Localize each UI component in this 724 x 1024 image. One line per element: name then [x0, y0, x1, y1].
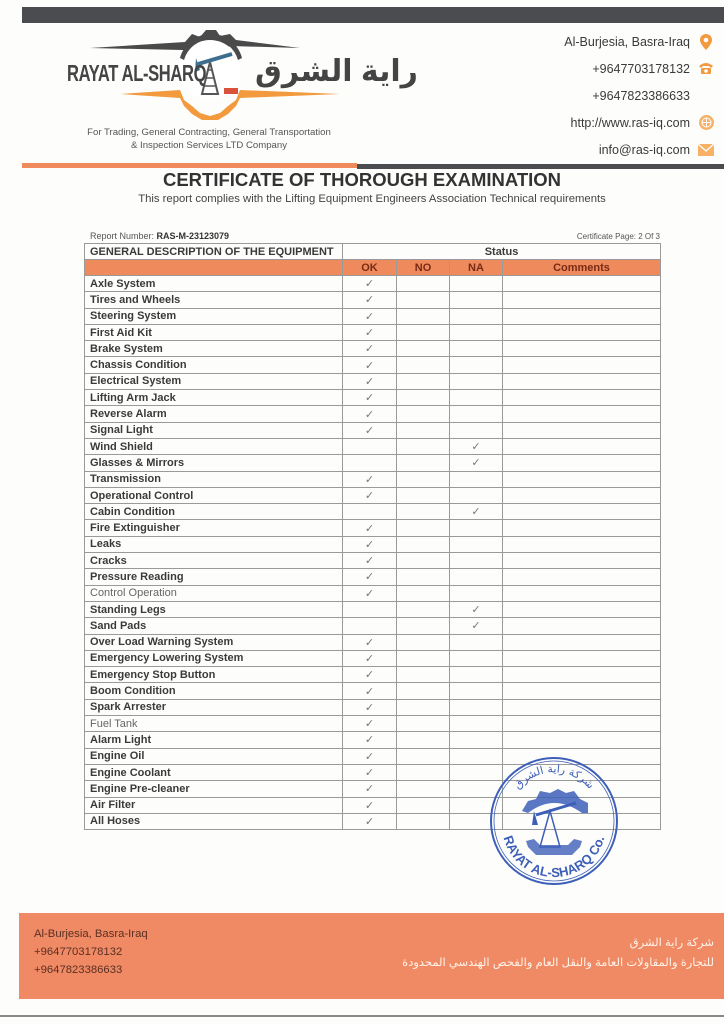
table-row	[85, 341, 661, 357]
envelope-icon	[698, 142, 714, 158]
status-cell-ok	[343, 406, 397, 422]
checkmark-icon: ✓	[364, 424, 375, 437]
equipment-item: Operational Control	[85, 487, 343, 503]
status-cell-no	[397, 634, 450, 650]
checkmark-icon: ✓	[471, 441, 481, 454]
status-cell-ok	[343, 341, 397, 357]
status-cell-ok	[343, 781, 397, 797]
table-row	[85, 438, 661, 454]
column-no: NO	[397, 260, 450, 276]
header-status: Status	[343, 244, 661, 260]
equipment-item: Engine Coolant	[85, 764, 343, 780]
equipment-item: Fuel Tank	[85, 716, 343, 732]
status-cell-no	[397, 553, 450, 569]
status-cell-na	[450, 455, 503, 471]
equipment-item: Emergency Lowering System	[85, 650, 343, 666]
equipment-item: Tires and Wheels	[85, 292, 343, 308]
status-cell-no	[397, 487, 450, 503]
checkmark-icon: ✓	[364, 375, 375, 388]
status-cell-na	[450, 699, 503, 715]
equipment-item: Sand Pads	[85, 618, 343, 634]
location-pin-icon	[698, 34, 714, 50]
footer-phone-1: +9647703178132	[34, 946, 123, 958]
status-cell-no	[397, 520, 450, 536]
table-row	[85, 683, 661, 699]
checkmark-icon: ✓	[364, 571, 375, 584]
table-row	[85, 536, 661, 552]
status-cell-na	[450, 520, 503, 536]
contact-phone-2-text: +9647823386633	[592, 88, 690, 103]
equipment-item: Standing Legs	[85, 601, 343, 617]
status-cell-ok	[343, 390, 397, 406]
comments-cell	[503, 667, 661, 683]
table-row	[85, 618, 661, 634]
status-cell-no	[397, 683, 450, 699]
status-cell-no	[397, 667, 450, 683]
checkmark-icon: ✓	[471, 604, 481, 617]
checkmark-icon: ✓	[364, 392, 375, 405]
status-cell-ok	[343, 650, 397, 666]
footer-arabic-description: للتجارة والمقاولات العامة والنقل العام والفحص الهندسي المحدودة	[402, 957, 714, 969]
status-cell-ok	[343, 520, 397, 536]
table-row	[85, 504, 661, 520]
bottom-rule	[0, 1015, 724, 1017]
status-cell-na	[450, 357, 503, 373]
status-cell-na	[450, 601, 503, 617]
checkmark-icon: ✓	[364, 522, 375, 535]
status-cell-ok	[343, 764, 397, 780]
comments-cell	[503, 520, 661, 536]
contact-phone-1	[564, 55, 714, 82]
comments-cell	[503, 292, 661, 308]
equipment-item: Brake System	[85, 341, 343, 357]
status-cell-ok	[343, 292, 397, 308]
comments-cell	[503, 683, 661, 699]
checkmark-icon: ✓	[364, 701, 375, 714]
status-cell-na	[450, 324, 503, 340]
status-cell-na	[450, 618, 503, 634]
comments-cell	[503, 276, 661, 292]
status-cell-na	[450, 634, 503, 650]
table-row	[85, 520, 661, 536]
checkmark-icon: ✓	[364, 278, 375, 291]
status-cell-ok	[343, 683, 397, 699]
status-cell-no	[397, 813, 450, 829]
status-cell-na	[450, 373, 503, 389]
company-tagline	[60, 126, 358, 152]
comments-cell	[503, 553, 661, 569]
status-cell-ok	[343, 438, 397, 454]
status-cell-no	[397, 536, 450, 552]
equipment-item: Wind Shield	[85, 438, 343, 454]
equipment-item: Leaks	[85, 536, 343, 552]
comments-cell	[503, 618, 661, 634]
company-name-ar: راية الشرق	[255, 55, 418, 88]
equipment-item: Boom Condition	[85, 683, 343, 699]
equipment-item: Alarm Light	[85, 732, 343, 748]
equipment-item: Steering System	[85, 308, 343, 324]
status-cell-no	[397, 390, 450, 406]
table-row	[85, 276, 661, 292]
status-cell-na	[450, 390, 503, 406]
status-cell-ok	[343, 308, 397, 324]
equipment-item: Lifting Arm Jack	[85, 390, 343, 406]
status-cell-na	[450, 553, 503, 569]
table-row	[85, 308, 661, 324]
comments-cell	[503, 324, 661, 340]
equipment-item: Glasses & Mirrors	[85, 455, 343, 471]
status-cell-no	[397, 422, 450, 438]
equipment-item: Transmission	[85, 471, 343, 487]
status-cell-na	[450, 438, 503, 454]
comments-cell	[503, 732, 661, 748]
comments-cell	[503, 308, 661, 324]
equipment-item: Engine Pre-cleaner	[85, 781, 343, 797]
checkmark-icon: ✓	[364, 538, 375, 551]
comments-cell	[503, 373, 661, 389]
globe-icon	[698, 115, 714, 131]
status-cell-ok	[343, 585, 397, 601]
status-cell-no	[397, 308, 450, 324]
table-row	[85, 716, 661, 732]
status-cell-ok	[343, 569, 397, 585]
contact-phone-1-text: +9647703178132	[592, 61, 690, 76]
status-cell-na	[450, 585, 503, 601]
comments-cell	[503, 487, 661, 503]
status-cell-ok	[343, 601, 397, 617]
comments-cell	[503, 569, 661, 585]
report-number-label: Report Number:	[90, 231, 157, 241]
status-cell-na	[450, 569, 503, 585]
comments-cell	[503, 341, 661, 357]
equipment-item: Engine Oil	[85, 748, 343, 764]
comments-cell	[503, 716, 661, 732]
status-cell-na	[450, 292, 503, 308]
equipment-item: Emergency Stop Button	[85, 667, 343, 683]
comments-cell	[503, 357, 661, 373]
status-cell-ok	[343, 504, 397, 520]
header-divider-orange	[22, 163, 357, 168]
header-contacts	[564, 28, 714, 163]
status-cell-no	[397, 716, 450, 732]
status-cell-no	[397, 764, 450, 780]
table-row	[85, 601, 661, 617]
checkmark-icon: ✓	[364, 327, 375, 340]
equipment-item: Axle System	[85, 276, 343, 292]
email-link[interactable]: info@ras-iq.com	[598, 142, 690, 157]
status-cell-no	[397, 650, 450, 666]
status-cell-no	[397, 324, 450, 340]
status-cell-no	[397, 292, 450, 308]
status-cell-na	[450, 341, 503, 357]
checkmark-icon: ✓	[364, 718, 375, 731]
equipment-item: All Hoses	[85, 813, 343, 829]
checkmark-icon: ✓	[364, 408, 375, 421]
checkmark-icon: ✓	[364, 343, 375, 356]
table-row	[85, 292, 661, 308]
status-cell-ok	[343, 699, 397, 715]
status-cell-ok	[343, 667, 397, 683]
status-cell-ok	[343, 276, 397, 292]
status-cell-no	[397, 471, 450, 487]
table-row	[85, 406, 661, 422]
status-cell-no	[397, 797, 450, 813]
equipment-item: Cabin Condition	[85, 504, 343, 520]
status-cell-ok	[343, 422, 397, 438]
document-subtitle: This report complies with the Lifting Equipment Engineers Association Technical requirements	[138, 193, 606, 205]
equipment-item: Electrical System	[85, 373, 343, 389]
status-cell-na	[450, 504, 503, 520]
status-cell-no	[397, 438, 450, 454]
status-cell-no	[397, 373, 450, 389]
subheader-blank	[85, 260, 343, 276]
status-cell-na	[450, 536, 503, 552]
company-logo	[60, 28, 418, 123]
table-row	[85, 455, 661, 471]
website-link[interactable]: http://www.ras-iq.com	[570, 115, 690, 130]
table-row	[85, 324, 661, 340]
comments-cell	[503, 634, 661, 650]
status-cell-na	[450, 683, 503, 699]
status-cell-no	[397, 357, 450, 373]
checkmark-icon: ✓	[471, 506, 481, 519]
checkmark-icon: ✓	[364, 767, 375, 780]
table-header-row	[85, 244, 661, 260]
report-number	[90, 231, 229, 241]
comments-cell	[503, 455, 661, 471]
status-cell-ok	[343, 536, 397, 552]
footer-phone-2: +9647823386633	[34, 964, 123, 976]
status-cell-na	[450, 487, 503, 503]
comments-cell	[503, 504, 661, 520]
checkmark-icon: ✓	[364, 750, 375, 763]
certificate-page: Certificate Page: 2 Of 3	[576, 232, 660, 241]
status-cell-no	[397, 618, 450, 634]
table-row	[85, 667, 661, 683]
equipment-item: Chassis Condition	[85, 357, 343, 373]
table-row	[85, 390, 661, 406]
equipment-item: Air Filter	[85, 797, 343, 813]
status-cell-ok	[343, 357, 397, 373]
column-ok: OK	[343, 260, 397, 276]
column-comments: Comments	[503, 260, 661, 276]
comments-cell	[503, 438, 661, 454]
comments-cell	[503, 601, 661, 617]
status-cell-ok	[343, 813, 397, 829]
status-cell-na	[450, 276, 503, 292]
equipment-item: Over Load Warning System	[85, 634, 343, 650]
equipment-item: Control Operation	[85, 585, 343, 601]
comments-cell	[503, 422, 661, 438]
contact-address-text: Al-Burjesia, Basra-Iraq	[564, 34, 690, 49]
checkmark-icon: ✓	[364, 669, 375, 682]
table-row	[85, 699, 661, 715]
contact-address	[564, 28, 714, 55]
status-cell-no	[397, 504, 450, 520]
status-cell-ok	[343, 748, 397, 764]
table-row	[85, 553, 661, 569]
status-cell-ok	[343, 797, 397, 813]
status-cell-na	[450, 406, 503, 422]
footer-address: Al-Burjesia, Basra-Iraq	[34, 928, 148, 940]
footer-arabic-company: شركة راية الشرق	[629, 937, 714, 949]
status-cell-no	[397, 732, 450, 748]
top-dark-bar	[22, 7, 724, 23]
document-title: CERTIFICATE OF THOROUGH EXAMINATION	[162, 169, 562, 190]
status-cell-ok	[343, 455, 397, 471]
footer-band	[19, 913, 724, 999]
footer-arabic	[402, 933, 714, 973]
equipment-item: First Aid Kit	[85, 324, 343, 340]
comments-cell	[503, 390, 661, 406]
checkmark-icon: ✓	[471, 620, 481, 633]
status-cell-na	[450, 667, 503, 683]
status-cell-ok	[343, 471, 397, 487]
checkmark-icon: ✓	[364, 310, 375, 323]
status-cell-ok	[343, 324, 397, 340]
company-name-en: RAYAT AL-SHARQ	[67, 60, 207, 86]
equipment-item: Pressure Reading	[85, 569, 343, 585]
equipment-item: Reverse Alarm	[85, 406, 343, 422]
status-cell-na	[450, 716, 503, 732]
checkmark-icon: ✓	[364, 359, 375, 372]
comments-cell	[503, 406, 661, 422]
status-cell-ok	[343, 732, 397, 748]
status-cell-no	[397, 276, 450, 292]
footer-contacts	[34, 925, 148, 979]
inspection-table	[84, 243, 661, 830]
equipment-item: Signal Light	[85, 422, 343, 438]
equipment-item: Spark Arrester	[85, 699, 343, 715]
table-row	[85, 357, 661, 373]
status-cell-na	[450, 650, 503, 666]
status-cell-na	[450, 422, 503, 438]
equipment-item: Cracks	[85, 553, 343, 569]
header-description: GENERAL DESCRIPTION OF THE EQUIPMENT	[85, 244, 343, 260]
stamp-text-ar: شركة راية الشرق	[510, 762, 598, 792]
contact-website[interactable]	[564, 109, 714, 136]
status-cell-ok	[343, 716, 397, 732]
status-cell-no	[397, 341, 450, 357]
table-row	[85, 373, 661, 389]
checkmark-icon: ✓	[364, 799, 375, 812]
table-row	[85, 732, 661, 748]
tagline-line-2: & Inspection Services LTD Company	[130, 140, 288, 151]
table-row	[85, 650, 661, 666]
table-row	[85, 634, 661, 650]
status-cell-ok	[343, 487, 397, 503]
status-cell-na	[450, 471, 503, 487]
checkmark-icon: ✓	[364, 490, 375, 502]
status-cell-na	[450, 308, 503, 324]
column-na: NA	[450, 260, 503, 276]
comments-cell	[503, 471, 661, 487]
phone-icon	[698, 61, 714, 77]
comments-cell	[503, 699, 661, 715]
table-subheader-row	[85, 260, 661, 276]
checkmark-icon: ✓	[364, 652, 375, 665]
status-cell-no	[397, 569, 450, 585]
status-cell-ok	[343, 618, 397, 634]
status-cell-na	[450, 732, 503, 748]
status-cell-ok	[343, 634, 397, 650]
comments-cell	[503, 585, 661, 601]
comments-cell	[503, 536, 661, 552]
status-cell-no	[397, 406, 450, 422]
checkmark-icon: ✓	[364, 734, 375, 747]
checkmark-icon: ✓	[364, 815, 375, 828]
contact-phone-2	[564, 82, 714, 109]
checkmark-icon: ✓	[364, 294, 375, 307]
checkmark-icon: ✓	[364, 636, 375, 649]
table-row	[85, 471, 661, 487]
table-row	[85, 569, 661, 585]
table-row	[85, 422, 661, 438]
status-cell-no	[397, 781, 450, 797]
status-cell-ok	[343, 553, 397, 569]
tagline-line-1: For Trading, General Contracting, General Transportation	[87, 127, 331, 138]
status-cell-no	[397, 455, 450, 471]
checkmark-icon: ✓	[364, 685, 375, 698]
stamp-text-en: RAYAT AL-SHARQ Co.	[500, 833, 608, 881]
table-row	[85, 585, 661, 601]
checkmark-icon: ✓	[364, 555, 375, 568]
company-stamp-icon	[488, 755, 620, 887]
contact-email[interactable]	[564, 136, 714, 163]
checkmark-icon: ✓	[364, 783, 375, 796]
status-cell-no	[397, 601, 450, 617]
checkmark-icon: ✓	[364, 473, 375, 486]
checkmark-icon: ✓	[471, 457, 481, 470]
status-cell-ok	[343, 373, 397, 389]
table-row	[85, 487, 661, 503]
status-cell-no	[397, 699, 450, 715]
report-number-value: RAS-M-23123079	[156, 231, 230, 241]
checkmark-icon: ✓	[364, 587, 375, 600]
svg-text:RAYAT AL-SHARQ Co.	[500, 834, 607, 880]
comments-cell	[503, 650, 661, 666]
equipment-item: Fire Extinguisher	[85, 520, 343, 536]
status-cell-no	[397, 585, 450, 601]
status-cell-no	[397, 748, 450, 764]
